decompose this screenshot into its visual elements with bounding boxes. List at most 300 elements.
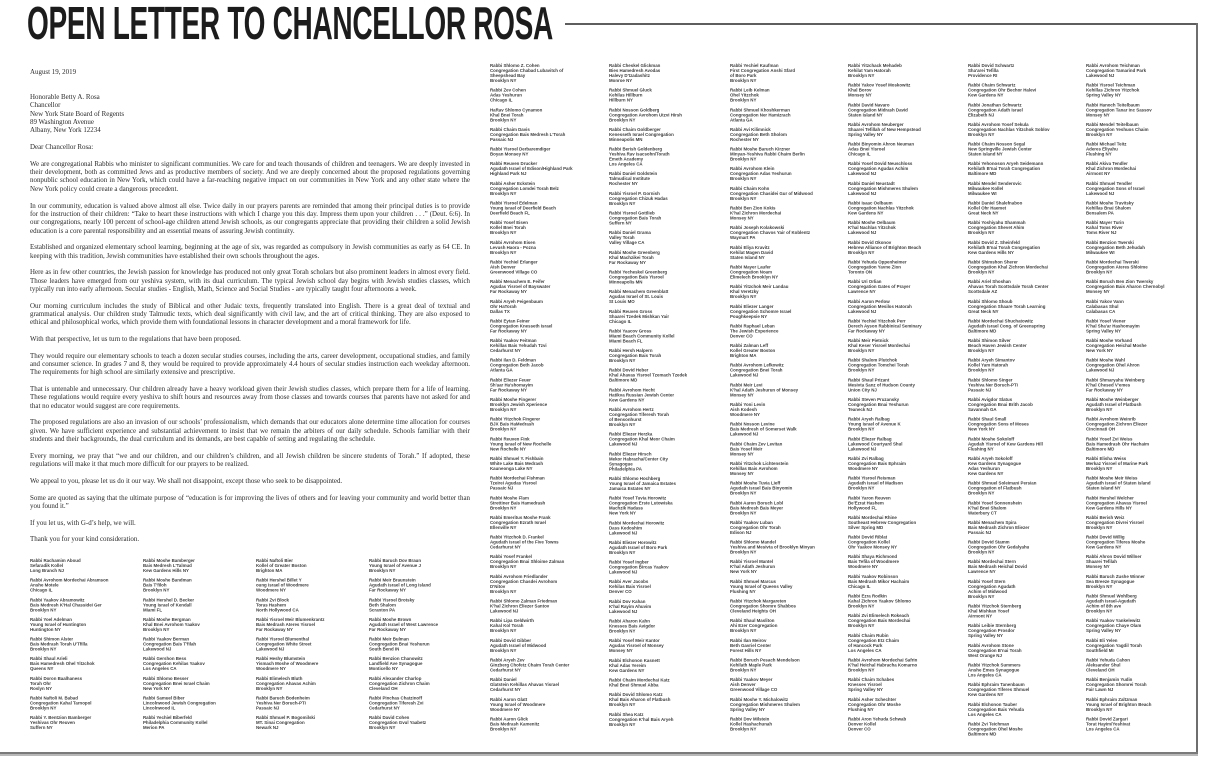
signatory-entry: [848, 677, 968, 692]
signatory-name: Rabbi Yisroel Blumenthal: [256, 636, 310, 642]
signatory-location: Far Rockaway NY: [369, 626, 406, 632]
signatory-location: Waterbury CT: [968, 509, 997, 515]
signatory-entry: [848, 495, 968, 510]
signatory-name: Rabbi Avrohom Stone: [968, 642, 1014, 648]
signatory-location: Brooklyn NY: [609, 421, 636, 427]
signatory-entry: [256, 636, 376, 651]
signatory-name: Rabbi Avi Kilimnick: [730, 126, 771, 132]
signatory-affiliation: Congregation Tiferesh Zvi: [369, 700, 424, 706]
signatory-location: Kew Gardens NY: [1086, 544, 1122, 550]
signatory-entry: [968, 357, 1088, 372]
signatory-entry: [609, 711, 729, 726]
signatory-location: Spring Valley NY: [1086, 92, 1121, 98]
signatory-affiliation: Congregation Bircas Yaakov: [609, 564, 669, 570]
signatory-name: Rabbi Shaul Prizant: [848, 376, 890, 382]
signatory-affiliation: of Hancock Park: [848, 642, 883, 648]
signatory-affiliation: Knesses Bais Avigdor: [609, 623, 656, 629]
signatory-affiliation: Congregation Bais Mordechai: [848, 617, 911, 623]
signatory-affiliation: oung Israel of Woodmere: [256, 582, 309, 588]
signatory-location: Cincinnati OH: [1086, 426, 1116, 432]
signatory-affiliation: Anshe Emes Synagogue: [968, 666, 1020, 672]
signatory-affiliation: Bais Hamedresh Ohel Yitzchok: [30, 660, 95, 666]
signatory-entry: [968, 318, 1088, 333]
signatory-affiliation: Khal Bais Aharon of Flatbush: [609, 696, 671, 702]
signatory-location: Far Rockaway NY: [490, 288, 527, 294]
signatory-affiliation: Kollel of Greater Boston: [256, 562, 307, 568]
signatory-entry: [490, 126, 610, 141]
signatory-name: Rabbi Yisroel Mantel: [730, 558, 774, 564]
signatory-affiliation: Congregation Bais Yisroel: [609, 273, 664, 279]
signatory-name: Rabbi Yakov Vann: [1086, 298, 1124, 304]
signatory-affiliation: Congregation Chaye Olam: [1086, 622, 1142, 628]
signatory-affiliation: of Bensonhurst: [609, 416, 642, 422]
letter-date: August 19, 2019: [30, 68, 77, 76]
signatory-affiliation: Toras Hashem: [256, 601, 286, 607]
signatory-affiliation: Congregation of Flatbush: [968, 485, 1022, 491]
signatory-entry: [730, 598, 850, 613]
signatory-name: Rabbi Yehonoson Aryeh Seidemann: [968, 160, 1044, 166]
signatory-affiliation: Bais Medrash Ateres Yisroel: [256, 621, 315, 627]
signatory-affiliation: K'hal Zichron Mordechai: [730, 210, 782, 216]
signatory-entry: [730, 146, 850, 161]
signatory-affiliation: White Lake Bais Medrash: [490, 460, 544, 466]
signatory-entry: [968, 338, 1088, 353]
signatory-name: Rabbi Avrohom Mordechai Safrin: [848, 656, 918, 662]
signatory-location: Toronto ON: [848, 268, 873, 274]
signatory-location: Teaneck NJ: [848, 406, 873, 412]
signatory-entry: [1086, 475, 1205, 490]
signatory-affiliation: Achim of 8th ave: [1086, 603, 1122, 609]
signatory-name: Rabbi Menachem Greenblatt: [609, 288, 669, 294]
signatory-name: Rabbi Avrohom Teichman: [1086, 62, 1140, 68]
signatory-location: Brooklyn NY: [490, 647, 517, 653]
signatory-name: Rabbi Samuel Biber: [143, 695, 185, 701]
signatory-affiliation: Ahavas Torah Scottsdale Torah Center: [968, 283, 1049, 289]
signatory-affiliation: K'hal Zichron Eliezer Santov: [490, 603, 550, 609]
signatory-location: Hillburn NY: [609, 97, 633, 103]
signatory-location: Brooklyn NY: [730, 509, 757, 515]
signatory-affiliation: Congregation Ohr Bechor Halevi: [968, 87, 1037, 93]
signatory-location: Ellenville NY: [490, 524, 517, 530]
signatory-entry: [490, 87, 610, 102]
signatory-entry: [490, 107, 610, 122]
signatory-affiliation: Khal Ahavas Yisroel Tzemach Tzedek: [609, 372, 688, 378]
signatory-entry: [848, 716, 968, 731]
signatory-entry: [968, 141, 1088, 156]
signatory-entry: [490, 696, 610, 711]
signatory-name: Rabbi Meir Levi: [730, 381, 763, 387]
signatory-affiliation: Bais Medrash Kamenitz: [490, 720, 540, 726]
signatory-location: Passaic NJ: [968, 386, 992, 392]
signatory-name: Rabbi Reuven Drucker: [490, 160, 538, 166]
signatory-name: Rabbi Moshe Wahl: [1086, 357, 1125, 363]
signatory-affiliation: Congregation Ohel Moshe: [968, 725, 1023, 731]
signatory-affiliation: Congregation Knesseth Israel: [490, 322, 553, 328]
signatory-affiliation: Emeth Academy: [609, 156, 644, 162]
signatory-entry: [369, 695, 489, 710]
recipient-name: Honorable Betty A. Rosa: [30, 93, 100, 102]
signatory-affiliation: Congregation Ohr Torah: [730, 524, 781, 530]
letter-closing: Thank you for your kind consideration.: [30, 535, 140, 544]
signatory-location: Chicago IL: [848, 583, 871, 589]
signatory-affiliation: Congregation Tiferesh Torah: [609, 411, 669, 417]
signatory-name: Rabbi Aaron Boruch Lobl: [730, 499, 784, 505]
signatory-affiliation: of Boro Park: [730, 72, 757, 78]
signatory-name: Rabbi Yisroel Teichman: [1086, 82, 1136, 88]
signatory-affiliation: Kahal Toms River: [1086, 224, 1123, 230]
signatory-affiliation: Kenesseth Israel Congregation: [609, 131, 674, 137]
signatory-name: Rabbi Mordechai Fishman: [490, 475, 545, 481]
signatory-location: Woodmere NY: [848, 563, 878, 569]
signatory-affiliation: Khal Bnei Torah: [490, 111, 524, 117]
signatory-name: Rabbi Dov Milstein: [730, 715, 770, 721]
signatory-entry: [609, 210, 729, 225]
signatory-name: Rabbi Avrohom Hertz: [609, 406, 654, 412]
signatory-location: Brooklyn NY: [609, 200, 636, 206]
signatory-name: Rabbi Yitzchok Fingerer: [490, 416, 541, 422]
signatory-name: Rabbi Daniel Shalefnaboo: [968, 200, 1023, 206]
signatory-entry: [490, 279, 610, 294]
signatory-location: Cedarhurst NY: [490, 544, 521, 550]
signatory-location: Brooklyn NY: [848, 347, 875, 353]
signatory-entry: [848, 121, 968, 136]
signatory-location: Suffern NY: [609, 220, 632, 226]
signatory-affiliation: Beth Gavriel Center: [730, 642, 772, 648]
signatory-location: Brooklyn NY: [848, 367, 875, 373]
signatory-affiliation: Kehillas Bnai Shalom: [1086, 205, 1131, 211]
signatory-affiliation: Bais Hamedrash Ohr Hachaim: [1086, 440, 1150, 446]
signatory-affiliation: Congregation Kahal Tarnopol: [30, 700, 92, 706]
signatory-affiliation: Congregation Kollel: [848, 539, 890, 545]
signatory-location: Brooklyn NY: [490, 504, 517, 510]
signatory-name: Rabbi Dovid Willig: [1086, 534, 1125, 540]
signatory-location: New York NY: [143, 685, 170, 691]
signatory-location: Brooklyn NY: [490, 406, 517, 412]
signatory-name: Rabbi Meir Braunstein: [369, 577, 416, 583]
signatory-entry: [609, 348, 729, 363]
signatory-name: Rabbi Meir Pietnick: [848, 337, 889, 343]
signatory-location: Chicago IL: [848, 151, 871, 157]
signatory-entry: [968, 397, 1088, 412]
signatory-affiliation: Congregation Gates of Prayer: [848, 283, 911, 289]
signatory-location: Brooklyn NY: [609, 357, 636, 363]
signatory-entry: [1086, 716, 1205, 731]
signatory-name: Rabbi Dovid Z. Sheinfeld: [968, 239, 1020, 245]
signatory-location: Dallas TX: [490, 308, 510, 314]
signatory-entry: [30, 675, 150, 690]
signatory-affiliation: Glatstein Kehillas Ahavas Yisrael: [490, 681, 560, 687]
signatory-affiliation: Congregation Midrash David: [848, 106, 908, 112]
signatory-name: Rabbi Gershon Bess: [143, 655, 187, 661]
signatory-entry: [730, 421, 850, 436]
signatory-entry: [256, 695, 376, 710]
signatory-entry: [1086, 534, 1205, 549]
signatory-name: Rabbi Zev Cohen: [490, 87, 526, 93]
signatory-name: Rabbi Menachem E. Feifer: [490, 278, 545, 284]
signatory-location: Suffern NY: [30, 724, 53, 730]
signatory-entry: [143, 715, 263, 730]
signatory-location: Lawrence NY: [848, 288, 876, 294]
signatory-name: Rabbi Dovid Heber: [609, 367, 649, 373]
signatory-location: Cleveland Heights OH: [730, 608, 776, 614]
signatory-name: Rabbi Avigdor Slatus: [968, 396, 1013, 402]
signatory-entry: [609, 475, 729, 490]
signatory-entry: [730, 343, 850, 358]
signatory-entry: [1086, 200, 1205, 215]
letter-paragraph: We are congregational Rabbis who minister to significant communities. We care for and teach thousands of children and teenagers. We are deeply invested in their development, both as committed Jews and as productive members of society. And we are deeply concerned about the proposed regulations governing nonpublic school education in New York, which could have a far-reaching negative impact on our communities in New York and any other state where the New York policy could create a dangerous precedent.: [30, 159, 470, 193]
signatory-name: Rabbi Hersh Halpern: [609, 347, 653, 353]
signatory-name: Rabbi David Navaro: [848, 101, 890, 107]
signatory-entry: [968, 279, 1088, 294]
signatory-entry: [730, 185, 850, 200]
signatory-affiliation: Adas Bnei Yisroel: [848, 146, 886, 152]
signatory-name: Rabbi Dovid Riblat: [848, 534, 888, 540]
signatory-name: Rabbi Dovid Zargari: [1086, 715, 1128, 721]
signatory-entry: [730, 126, 850, 141]
signatory-location: Passaic NJ: [256, 705, 280, 711]
signatory-affiliation: Agudath Israel of the Five Towns: [490, 539, 559, 545]
signatory-location: Woodmere NY: [256, 587, 286, 593]
signatory-entry: [730, 519, 850, 534]
signatory-entry: [968, 436, 1088, 451]
signatory-name: Rabbi Yitzchok Meir Landau: [730, 283, 789, 289]
signatory-location: Brooklyn NY: [1086, 131, 1113, 137]
signatory-affiliation: Torat Hayim/Yeshivat: [1086, 720, 1131, 726]
signatory-affiliation: Kollel Hashachunah: [730, 720, 773, 726]
signatory-entry: [730, 500, 850, 515]
signatory-entry: [1086, 377, 1205, 392]
signatory-name: Rabbi Yosef Dovid Neuschloss: [848, 160, 913, 166]
signatory-affiliation: Kehillas Bais Yehudah Tzvi: [490, 342, 547, 348]
signatory-affiliation: Congregation Shevet Ahim: [968, 224, 1025, 230]
signatory-name: Rabbi Yitzchok Lichtenstein: [730, 460, 789, 466]
signatory-name: Rabbi Zvi Block: [256, 596, 289, 602]
signatory-affiliation: K'hal Sha'ar Hashomayim: [1086, 322, 1140, 328]
signatory-name: Rabbi Shlomo Besser: [143, 675, 189, 681]
signatory-entry: [609, 249, 729, 264]
letter-paragraph: Here as in few other countries, the Jewish passion for knowledge has produced not only great Torah scholars but also prominent leaders in almost every field. Those leaders have emerged from our yeshiva system, with its dual curriculum. The typical Jewish school day begins with Jewish studies classes, which typically run into early afternoon. Secular studies - English, Math, Science and Social Studies - are typically taught four afternoons a week.: [30, 268, 470, 293]
signatory-name: Rabbi Reuven Fink: [490, 435, 530, 441]
signatory-name: Rabbi Yoshiyahu Shammah: [968, 219, 1026, 225]
signatory-affiliation: Congregation Bnai Brith Jacob: [968, 401, 1033, 407]
signatory-name: Rabbi Chaim Zev Levitan: [730, 440, 783, 446]
signatory-location: Great Neck NY: [968, 210, 999, 216]
letter-paragraph: Established and organized elementary school learning, beginning at the age of six, was regarded as compulsory in Jewish communities as early as 64 CE. In keeping with this tradition, Jewish communities have established their own schools throughout the ages.: [30, 243, 470, 260]
signatory-location: Far Rockaway NY: [490, 386, 527, 392]
signatory-affiliation: Strettiner Bais Hamedrash: [490, 499, 546, 505]
signatory-location: Far Rockaway NY: [609, 259, 646, 265]
signatory-name: Rabbi Chaim Goldberger: [609, 126, 661, 132]
signatory-name: Rabbi Shaul Arieli: [30, 655, 68, 661]
signatory-entry: [848, 220, 968, 235]
signatory-affiliation: Congregation Tiferes Moshe: [1086, 539, 1146, 545]
signatory-entry: [256, 715, 376, 730]
signatory-location: Brooklyn NY: [30, 606, 57, 612]
signatory-name: Rabbi Alexander Charlop: [369, 675, 422, 681]
signatory-entry: [609, 63, 729, 83]
signatory-affiliation: Agudas Yisroel of Bayswater: [490, 283, 551, 289]
signatory-location: Philadelphia PA: [609, 465, 642, 471]
signatory-entry: [1086, 239, 1205, 254]
signatory-affiliation: Khal Keser Yisroel Mordechai: [848, 342, 910, 348]
signatory-entry: [369, 597, 489, 612]
signatory-entry: [968, 377, 1088, 392]
signatory-location: Milwaukee WI: [1086, 249, 1115, 255]
signatory-location: Far Rockaway NY: [256, 626, 293, 632]
signatory-entry: [730, 578, 850, 593]
signatory-name: Rabbi Avrohom Neuberger: [848, 121, 904, 127]
signatory-name: Rabbi Yitzchok Sternberg: [968, 603, 1022, 609]
signatory-affiliation: Mekor Habracha/Center City: [609, 455, 668, 461]
signatory-location: Lakewood NJ: [609, 529, 638, 535]
signatory-location: Rochester NY: [609, 180, 638, 186]
signatory-entry: [848, 696, 968, 711]
signatory-name: Rabbi Yisroel Meir Blumenkrantz: [256, 616, 325, 622]
signatory-name: Rabbi Yehuda Oppenheimer: [848, 258, 907, 264]
signatory-name: Rabbi Yisroel P. Gornish: [609, 190, 660, 196]
signatory-entry: [1086, 63, 1205, 78]
signatory-name: Rabbi Mendel Senderovic: [968, 180, 1022, 186]
signatory-name: Rabbi Chaim Rubin: [848, 632, 889, 638]
signatory-entry: [730, 323, 850, 338]
signatory-entry: [1086, 121, 1205, 136]
signatory-entry: [730, 205, 850, 220]
signatory-name: Rabbi Yaakov Robinson: [848, 573, 899, 579]
signatory-entry: [848, 82, 968, 97]
signatory-name: Rabbi Dovid Shlomo Katz: [609, 691, 663, 697]
signatory-entry: [490, 377, 610, 392]
signatory-location: Brooklyn NY: [609, 628, 636, 634]
signatory-location: Brooklyn NY: [30, 705, 57, 711]
signatory-affiliation: K'hal Nachlas Yitzchok: [848, 224, 896, 230]
signatory-name: Rabbi Raphael Leban: [730, 322, 775, 328]
signatory-name: Rabbi Mordechai Stern: [968, 558, 1016, 564]
signatory-entry: [30, 656, 150, 671]
signatory-entry: [848, 141, 968, 156]
signatory-location: New York NY: [1086, 347, 1113, 353]
signatory-entry: [1086, 618, 1205, 633]
signatory-affiliation: Miami Beach Community Kollel: [609, 332, 675, 338]
signatory-entry: [609, 618, 729, 633]
signatory-entry: [848, 397, 968, 412]
signatory-affiliation: Congregation Zichron Chaim: [369, 680, 430, 686]
signatory-location: Kew Gardens NY: [968, 470, 1004, 476]
signatory-affiliation: Valley Torah: [609, 234, 635, 240]
signatory-affiliation: Congregation Shomrei Torah: [1086, 681, 1147, 687]
signatory-name: Rabbi Chaim Mordechai Katz: [609, 676, 670, 682]
signatory-entry: [1086, 436, 1205, 451]
signatory-location: Brooklyn NY: [848, 622, 875, 628]
signatory-affiliation: Agudath Israel of Midwood: [490, 642, 547, 648]
signatory-affiliation: Congregation Tomchei Torah: [848, 362, 909, 368]
signatory-entry: [730, 637, 850, 652]
letter-paragraph: They would require our elementary schools to teach a dozen secular studies courses, including the arts, career development, occupational studies, and family and consumer science. In grades 7 and 8, they would be required to provide approximately 4.4 hours of secular studies instruction each weekday afternoon. The requirements for high school are similarly extensive and prescriptive.: [30, 351, 470, 377]
signatory-location: Los Angeles CA: [968, 671, 1002, 677]
signatory-affiliation: Mesivta Sanz of Hudson County: [848, 381, 915, 387]
signatory-name: Rabbi Shmuel Wohlberg: [1086, 593, 1137, 599]
signatory-name: Rabbi Zvi Elimelech Rokeach: [848, 612, 910, 618]
signatory-name: Rabbi Zvi Ralbag: [848, 455, 884, 461]
signatory-location: Brooklyn NY: [1086, 268, 1113, 274]
signatory-location: Silver Spring MD: [848, 524, 884, 530]
signatory-name: Rabbi Avrohom Lefkowitz: [730, 362, 784, 368]
signatory-entry: [30, 616, 150, 631]
signatory-name: Rabbi Yechiel Kaufman: [730, 62, 779, 68]
signatory-affiliation: Agudath Israel of Madison: [848, 480, 903, 486]
signatory-column: [369, 558, 489, 735]
signatory-entry: [609, 431, 729, 446]
signatory-affiliation: Congregation Bnei Israel Chaim: [143, 680, 210, 686]
signatory-entry: [369, 636, 489, 651]
signatory-entry: [848, 102, 968, 117]
signatory-location: Miami Beach FL: [609, 337, 643, 343]
signatory-affiliation: Sh'aar Ha'shomayim: [490, 381, 533, 387]
signatory-name: Rabbi Boruch Ben Zion Twersky: [1086, 278, 1154, 284]
signatory-location: Los Angeles CA: [1086, 725, 1120, 731]
signatory-name: Rabbi Asher Schechter: [848, 696, 897, 702]
signatory-location: Kew Gardens NY: [609, 396, 645, 402]
signatory-entry: [609, 692, 729, 707]
signatory-name: Rabbi Leib Kelman: [730, 87, 770, 93]
signatory-affiliation: Machzik Hadass: [609, 505, 643, 511]
signatory-affiliation: Hebrew Alliance of Brighton Beach: [848, 244, 922, 250]
signatory-location: Brooklyn NY: [1086, 583, 1113, 589]
signatory-affiliation: Young Israel of Woodmere: [490, 701, 546, 707]
signatory-affiliation: Young Israel of New Rochelle: [490, 440, 552, 446]
signatory-entry: [256, 656, 376, 671]
signatory-entry: [609, 289, 729, 304]
signatory-name: Rabbi Yakov Yosef Moskowitz: [848, 82, 911, 88]
signatory-name: Rabbi Mordechai Horowitz: [609, 519, 665, 525]
signatory-affiliation: Ohr HaTorah: [490, 303, 517, 309]
signatory-affiliation: Bais Medresh of Somerset Walk: [730, 426, 797, 432]
signatory-location: Brooklyn NY: [490, 627, 517, 633]
signatory-affiliation: Dass Kedoshim: [609, 524, 642, 530]
signatory-entry: [968, 480, 1088, 495]
signatory-location: Monsey NY: [730, 470, 754, 476]
signatory-name: Rabbi Avrohom Mordechai Abramson: [30, 577, 109, 583]
signatory-location: Greenwood Village CO: [730, 686, 778, 692]
signatory-affiliation: Knesses Yisroel: [848, 681, 882, 687]
signatory-location: Brooklyn NY: [369, 724, 396, 730]
signatory-affiliation: Denver Kollel: [848, 720, 877, 726]
signatory-entry: [256, 616, 376, 631]
signatory-affiliation: Boyan Monsey NY: [490, 151, 529, 157]
signatory-name: Rabbi Hershel Billet Y: [256, 577, 302, 583]
signatory-affiliation: Sefaradik Kollel: [30, 562, 64, 568]
signatory-entry: [1086, 279, 1205, 294]
signatory-name: Rabbi Avrohom Hecht: [609, 386, 655, 392]
signatory-name: Rabbi Pinchas Chatzinoff: [369, 695, 423, 701]
signatory-name: Rabbi Asher Eckstein: [490, 180, 536, 186]
signatory-affiliation: Congregation Bnai Shloime Zalman: [490, 558, 565, 564]
signatory-location: Kew Gardens Hills NY: [968, 249, 1014, 255]
signatory-name: Rabbi Chaim Schwartz: [968, 82, 1016, 88]
signatory-entry: [848, 554, 968, 569]
signatory-name: Rabbi Rachamim Aboud: [30, 557, 81, 563]
signatory-name: Rabbi Eliezer Langer: [730, 303, 774, 309]
signatory-entry: [1086, 259, 1205, 274]
signatory-name: Rabbi Aryeh Ralbag: [848, 416, 890, 422]
signatory-affiliation: Landfield Ave Synagogue: [369, 660, 423, 666]
signatory-name: Rabbi Eliezer Feuer: [490, 376, 531, 382]
signatory-name: Rabbi Naftoli M. Babad: [30, 695, 78, 701]
signatory-name: Rabbi Eliya Kravitz: [730, 244, 770, 250]
signatory-name: Rabbi Yaakov Luban: [730, 519, 773, 525]
signatory-affiliation: BJX Bais HaMedrash: [490, 421, 535, 427]
signatory-affiliation: Kehilath B'nai Torah Congregation: [968, 244, 1041, 250]
signatory-entry: [490, 455, 610, 470]
